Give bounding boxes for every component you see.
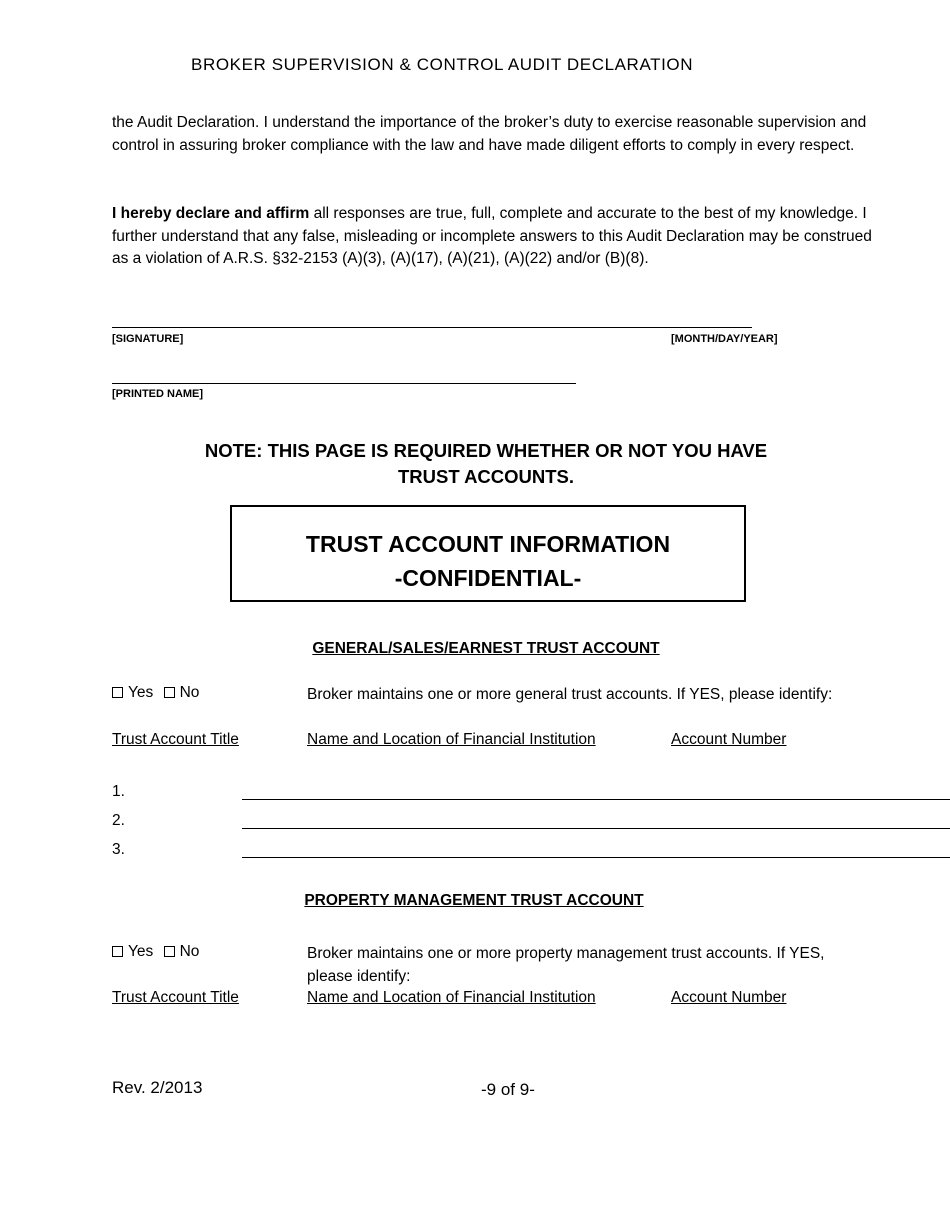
declaration-bold-lead: I hereby declare and affirm — [112, 205, 310, 222]
revision-label: Rev. 2/2013 — [112, 1078, 203, 1097]
property-description: Broker maintains one or more property management trust accounts. If YES, please identify: — [307, 945, 825, 985]
declaration-text: all responses are true, full, complete and accurate to the best of my knowledge. I further understand that any false, misleading or incomplete answers to this Audit Declaration may be construed as a violation of A.R.S. §32-2153 (A)(3), (A)(17), (A)(21), (A)(22) and/or (B)(8). — [112, 205, 872, 267]
property-yes-label: Yes — [128, 943, 154, 960]
title-box-line-1: TRUST ACCOUNT INFORMATION — [305, 531, 671, 557]
property-col-account-number: Account Number — [671, 989, 787, 1006]
general-col-trust-title: Trust Account Title — [112, 731, 239, 748]
general-description: Broker maintains one or more general trust accounts. If YES, please identify: — [307, 686, 833, 703]
page-number: -9 of 9- — [481, 1080, 535, 1099]
general-yes-no — [112, 684, 199, 702]
signature-label: [SIGNATURE] — [112, 333, 184, 345]
general-entry-row-2[interactable] — [112, 812, 125, 830]
printed-name-line[interactable] — [112, 383, 576, 384]
general-entry-row-1[interactable] — [112, 783, 125, 801]
entry-line[interactable] — [242, 828, 950, 829]
property-no-checkbox[interactable] — [164, 946, 175, 957]
declaration-paragraph-1: the Audit Declaration. I understand the importance of the broker’s duty to exercise reasonable supervision and control in assuring broker compliance with the law and have made diligent efforts to comply in every respect. — [112, 114, 867, 154]
property-section-title: PROPERTY MANAGEMENT TRUST ACCOUNT — [304, 892, 644, 909]
property-yes-checkbox[interactable] — [112, 946, 123, 957]
property-yes-no — [112, 943, 199, 961]
general-entry-row-3[interactable] — [112, 841, 125, 859]
document-header: BROKER SUPERVISION & CONTROL AUDIT DECLARATION — [191, 55, 694, 74]
trust-account-title-box — [230, 505, 746, 602]
entry-line[interactable] — [242, 857, 950, 858]
signature-line[interactable] — [112, 327, 752, 328]
general-no-label: No — [179, 684, 200, 701]
note-line-2: TRUST ACCOUNTS. — [397, 466, 575, 487]
general-section-title: GENERAL/SALES/EARNEST TRUST ACCOUNT — [312, 640, 660, 657]
row-number: 3. — [112, 841, 125, 858]
general-yes-checkbox[interactable] — [112, 687, 123, 698]
general-col-account-number: Account Number — [671, 731, 787, 748]
declaration-paragraph-2 — [112, 203, 872, 271]
general-yes-label: Yes — [128, 684, 154, 701]
entry-line[interactable] — [242, 799, 950, 800]
note-line-1: NOTE: THIS PAGE IS REQUIRED WHETHER OR NOT YOU HAVE — [204, 440, 768, 461]
general-no-checkbox[interactable] — [164, 687, 175, 698]
property-col-trust-title: Trust Account Title — [112, 989, 239, 1006]
property-col-institution: Name and Location of Financial Institution — [307, 989, 596, 1006]
row-number: 1. — [112, 783, 125, 800]
row-number: 2. — [112, 812, 125, 829]
general-col-institution: Name and Location of Financial Institution — [307, 731, 596, 748]
title-box-line-2: -CONFIDENTIAL- — [394, 565, 582, 591]
property-no-label: No — [179, 943, 200, 960]
printed-name-label: [PRINTED NAME] — [112, 388, 204, 400]
date-label: [MONTH/DAY/YEAR] — [671, 333, 778, 345]
